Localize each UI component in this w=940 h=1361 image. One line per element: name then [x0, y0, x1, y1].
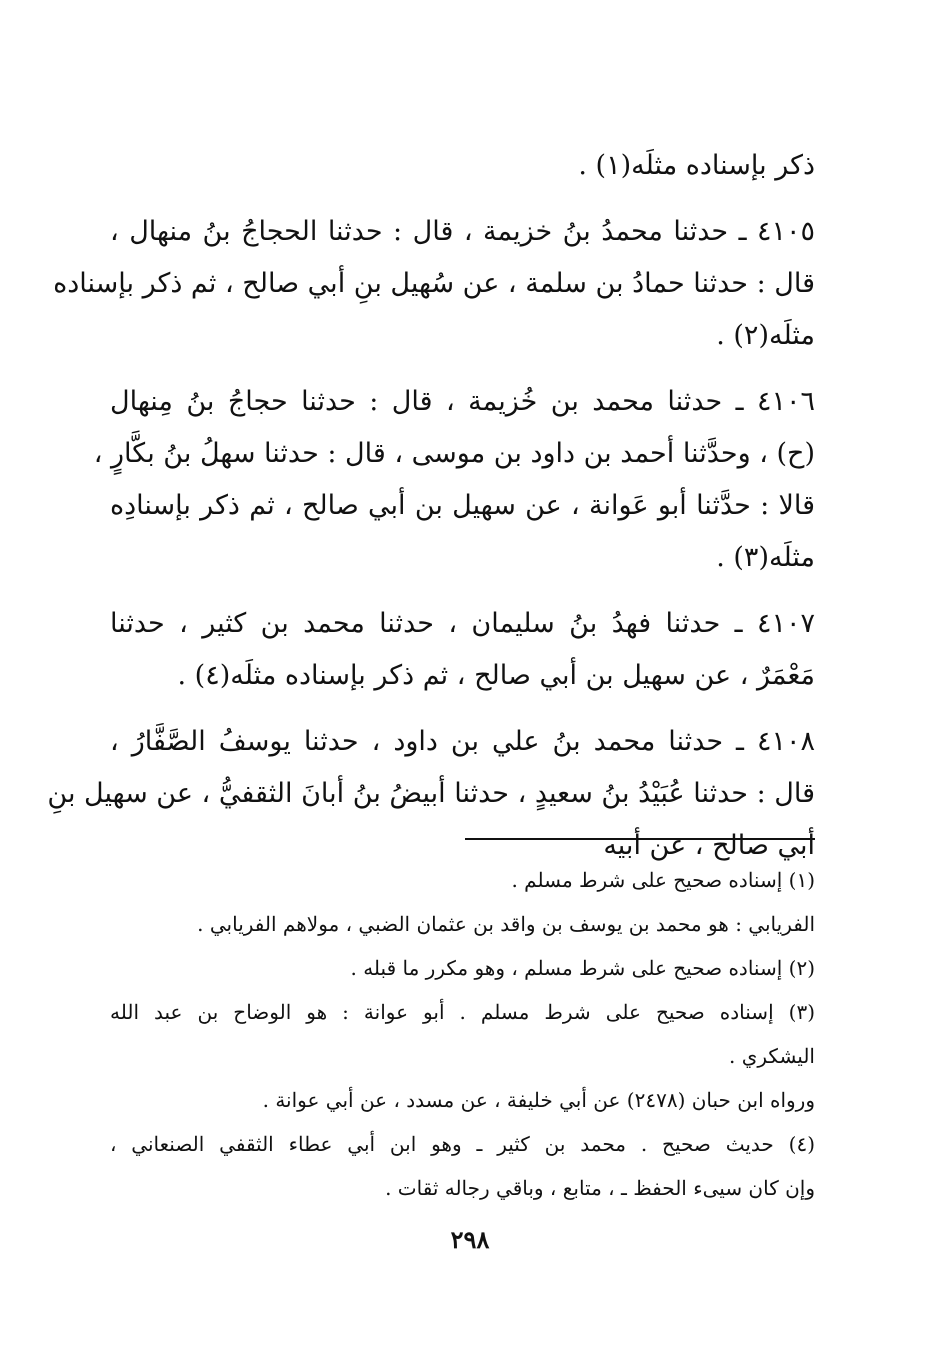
footnote-line: الفريابي : هو محمد بن يوسف بن واقد بن عثمان الضبي ، مولاهم الفريابي .	[197, 912, 815, 936]
text-line: مثلَه(٣) .	[716, 542, 815, 573]
text-line: (ح) ، وحدَّثنا أحمد بن داود بن موسى ، قال : حدثنا سهلُ بنُ بكَّارٍ ،	[93, 438, 815, 469]
text-line: مثلَه(٢) .	[716, 320, 815, 351]
footnote-line: (٤) حديث صحيح . محمد بن كثير ـ وهو ابن أبي عطاء الثقفي الصنعاني ،	[110, 1132, 815, 1156]
text-line: ٤١٠٥ ـ حدثنا محمدُ بنُ خزيمة ، قال : حدثنا الحجاجُ بنُ منهال ،	[110, 216, 815, 247]
hadith-4107	[110, 598, 815, 702]
text-line: قالا : حدَّثنا أبو عَوانة ، عن سهيل بن أبي صالح ، ثم ذكر بإسنادِه	[110, 490, 815, 521]
text-line: قال : حدثنا عُبَيْدُ بنُ سعيدٍ ، حدثنا أبيضُ بنُ أبانَ الثقفيُّ ، عن سهيل بنِ	[47, 778, 815, 809]
text-line: ٤١٠٦ ـ حدثنا محمد بن خُزيمة ، قال : حدثنا حجاجُ بنُ مِنهال	[110, 386, 815, 417]
footnote-line: ورواه ابن حبان (٢٤٧٨) عن أبي خليفة ، عن مسدد ، عن أبي عوانة .	[262, 1088, 815, 1112]
footnote-line: (١) إسناده صحيح على شرط مسلم .	[511, 868, 815, 892]
hadith-4106	[93, 376, 815, 584]
paragraph	[110, 140, 815, 192]
text-line: ٤١٠٧ ـ حدثنا فهدُ بنُ سليمان ، حدثنا محمد بن كثير ، حدثنا	[110, 608, 815, 639]
footnote-line: وإن كان سيىء الحفظ ـ ، متابع ، وباقي رجاله ثقات .	[385, 1176, 815, 1200]
hadith-4105	[53, 206, 815, 362]
text-line: ذكر بإسناده مثلَه(١) .	[578, 150, 815, 181]
footnotes	[110, 858, 815, 1210]
footnote-line: (٢) إسناده صحيح على شرط مسلم ، وهو مكرر ما قبله .	[350, 956, 815, 980]
text-line: قال : حدثنا حمادُ بن سلمة ، عن سُهيل بنِ أبي صالح ، ثم ذكر بإسناده	[53, 268, 815, 299]
hadith-4108	[47, 716, 815, 872]
text-line: ٤١٠٨ ـ حدثنا محمد بنُ علي بن داود ، حدثنا يوسفُ الصَّفَّارُ ،	[110, 726, 815, 757]
text-line: أبي صالح ، عن أبيه	[603, 830, 815, 861]
page-number: ٢٩٨	[450, 1225, 490, 1254]
main-text	[47, 140, 815, 886]
text-line: مَعْمَرٌ ، عن سهيل بن أبي صالح ، ثم ذكر بإسناده مثلَه(٤) .	[177, 660, 815, 691]
footnote-divider	[465, 838, 815, 840]
footnote-line: اليشكري .	[729, 1044, 815, 1068]
footnote-line: (٣) إسناده صحيح على شرط مسلم . أبو عوانة : هو الوضاح بن عبد الله	[110, 1000, 815, 1024]
